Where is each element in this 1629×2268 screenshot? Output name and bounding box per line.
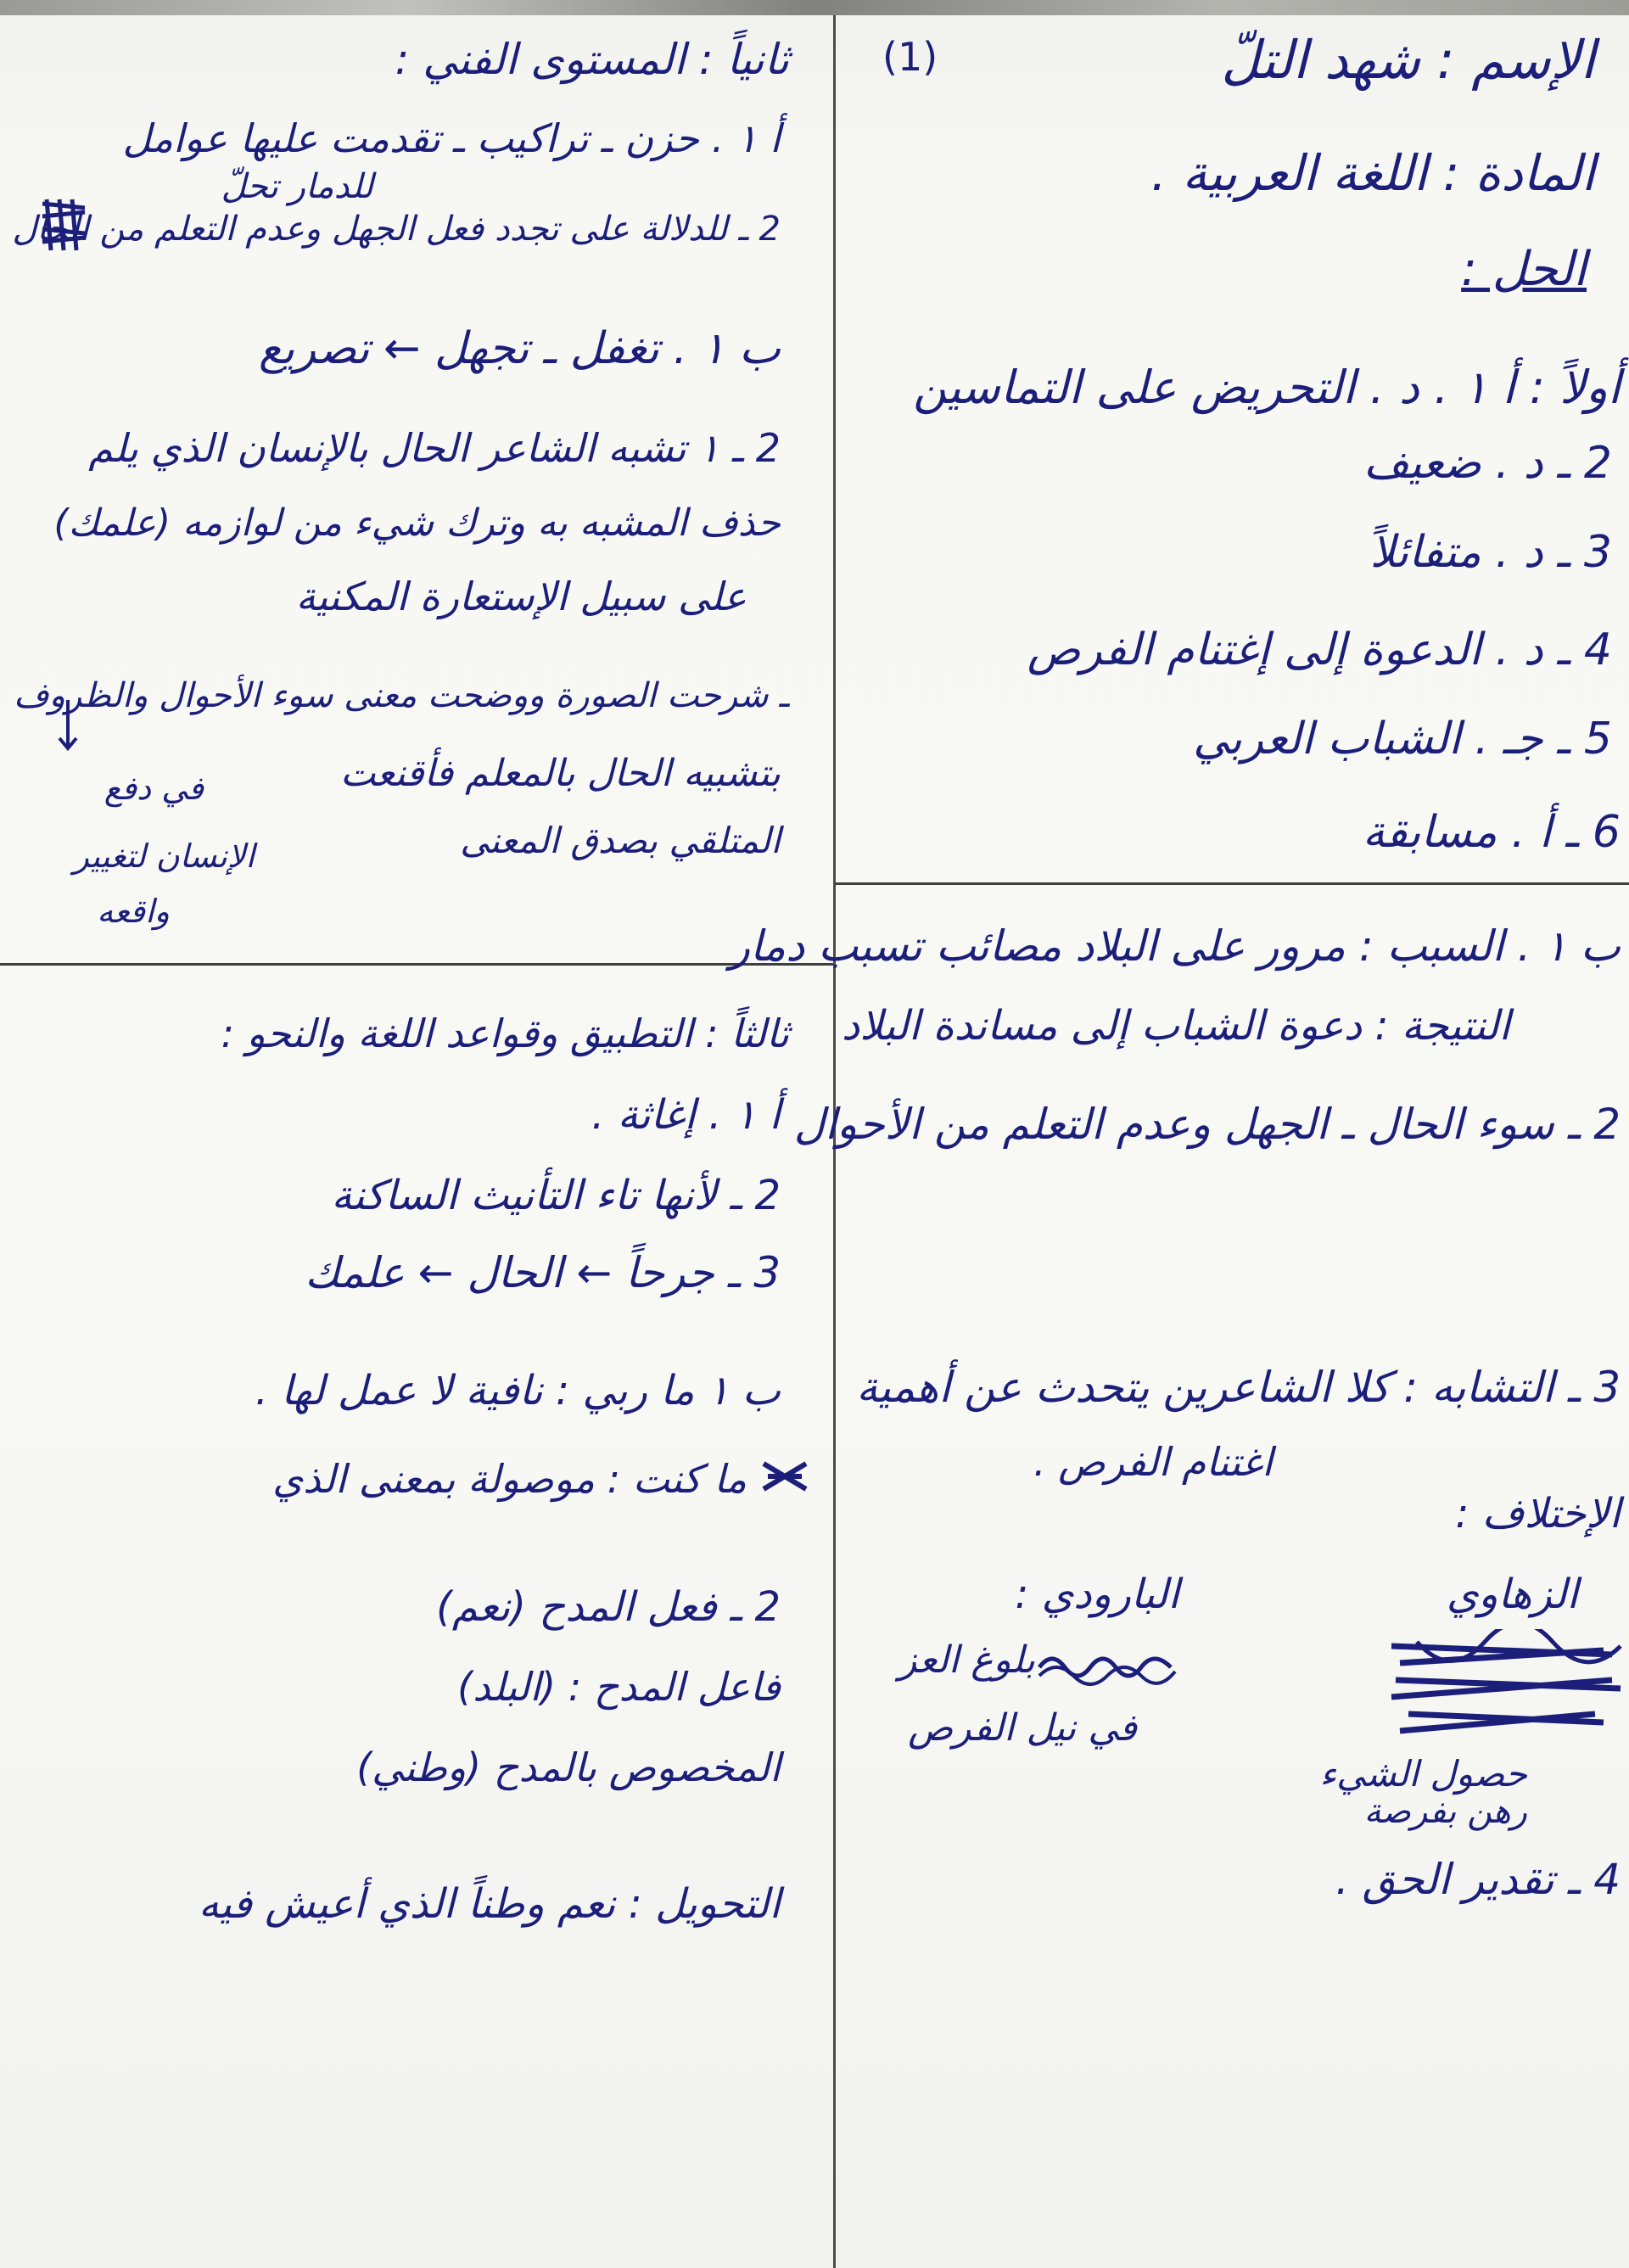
left-b2-line2: حذف المشبه به وترك شيء من لوازمه (علمك) <box>53 501 781 545</box>
right-section-divider <box>835 882 1629 885</box>
answer-item-2: 2 ـ د . ضعيف <box>1363 438 1612 489</box>
b4-answer: 4 ـ تقدير الحق . <box>1335 1855 1621 1904</box>
answer-item-3: 3 ـ د . متفائلاً <box>1369 527 1612 578</box>
difference-label: الإختلاف : <box>1455 1490 1621 1537</box>
section-one-heading: أولاً : أ ١ . د . التحريض على التماسين <box>913 361 1621 414</box>
answer-item-5: 5 ـ جـ . الشباب العربي <box>1193 714 1612 764</box>
zahawi-answer-2: رهن بفرصة <box>1363 1792 1527 1831</box>
subject-line: المادة : اللغة العربية . <box>1150 144 1595 202</box>
crossed-out-text-barudi <box>1035 1646 1179 1688</box>
solution-label: الحل : <box>1461 242 1587 297</box>
left-c-b2-line2: فاعل المدح : (البلد) <box>457 1664 781 1710</box>
answer-item-6: 6 ـ أ . مسابقة <box>1362 807 1621 858</box>
left-b3-line2: بتشبيه الحال بالمعلم فأقنعت <box>339 752 781 795</box>
left-b3-line1: ـ شرحت الصورة ووضحت معنى سوء الأحوال والظروف <box>14 676 789 715</box>
left-section-divider <box>0 963 833 966</box>
scan-top-edge <box>0 0 1629 15</box>
b3-similarity: 3 ـ التشابه : كلا الشاعرين يتحدث عن أهمية <box>856 1363 1621 1412</box>
student-name: الإسم : شهد التلّ <box>1221 29 1595 91</box>
left-c-a2: 2 ـ لأنها تاء التأنيث الساكنة <box>331 1172 781 1219</box>
left-b1: ب ١ . تغفل ـ تجهل ← تصريع <box>259 323 781 374</box>
left-c-b1-second: ما كنت : موصولة بمعنى الذي <box>272 1456 747 1502</box>
answer-item-4: 4 ـ د . الدعوة إلى إغتنام الفرص <box>1027 624 1612 675</box>
b1-result: النتيجة : دعوة الشباب إلى مساندة البلاد <box>841 1002 1510 1050</box>
left-a1-sub: للدمار تحلّ <box>221 167 373 206</box>
left-c-b2-line3: المخصوص بالمدح (وطني) <box>356 1744 781 1790</box>
left-a1: أ ١ . حزن ـ تراكيب ـ تقدمت عليها عوامل <box>122 115 781 161</box>
barudi-answer-1: بلوغ العز <box>898 1638 1035 1682</box>
arrow-mark <box>51 696 85 755</box>
left-b2-line3: على سبيل الإستعارة المكنية <box>295 574 747 619</box>
page-number: (1) <box>882 34 938 80</box>
left-b3-side-3: واقعه <box>97 893 170 930</box>
left-c-a3: 3 ـ جرحاً ← الحال ← علمك <box>305 1248 781 1297</box>
left-c-b2-line4: التحويل : نعم وطناً الذي أعيش فيه <box>198 1880 781 1928</box>
barudi-answer-2: في نيل الفرص <box>908 1706 1137 1750</box>
b3-similarity-cont: اغتنام الفرص . <box>1033 1439 1273 1485</box>
b2-answer: 2 ـ سوء الحال ـ الجهل وعدم التعلم من الأحوال <box>793 1100 1621 1149</box>
zahawi-answer-1: حصول الشيء <box>1319 1753 1527 1795</box>
left-c-b2-line1: 2 ـ فعل المدح (نعم) <box>436 1583 781 1631</box>
left-b3-side-2: الإنسان لتغيير <box>73 837 255 875</box>
barudi-title: البارودي : <box>1015 1571 1179 1618</box>
b1-cause: ب ١ . السبب : مرور على البلاد مصائب تسبب دمار <box>729 921 1621 971</box>
zahawi-title: الزهاوي <box>1446 1571 1578 1618</box>
section-two-heading: ثانياً : المستوى الفني : <box>395 35 789 84</box>
left-c-a1: أ ١ . إغاثة . <box>591 1091 781 1139</box>
left-b3-side-1: في دفع <box>104 770 204 807</box>
left-b2-line1: 2 ـ ١ تشبه الشاعر الحال بالإنسان الذي يلم <box>88 425 781 471</box>
left-b3-line3: المتلقي بصدق المعنى <box>460 820 781 861</box>
crossed-out-mark-2 <box>759 1455 810 1498</box>
section-three-heading: ثالثاً : التطبيق وقواعد اللغة والنحو : <box>221 1011 789 1056</box>
crossed-out-text-zahawi <box>1383 1629 1629 1756</box>
left-c-b1: ب ١ ما ربي : نافية لا عمل لها . <box>255 1367 781 1414</box>
left-a2: 2 ـ للدلالة على تجدد فعل الجهل وعدم التعلم من الحال <box>12 210 781 249</box>
